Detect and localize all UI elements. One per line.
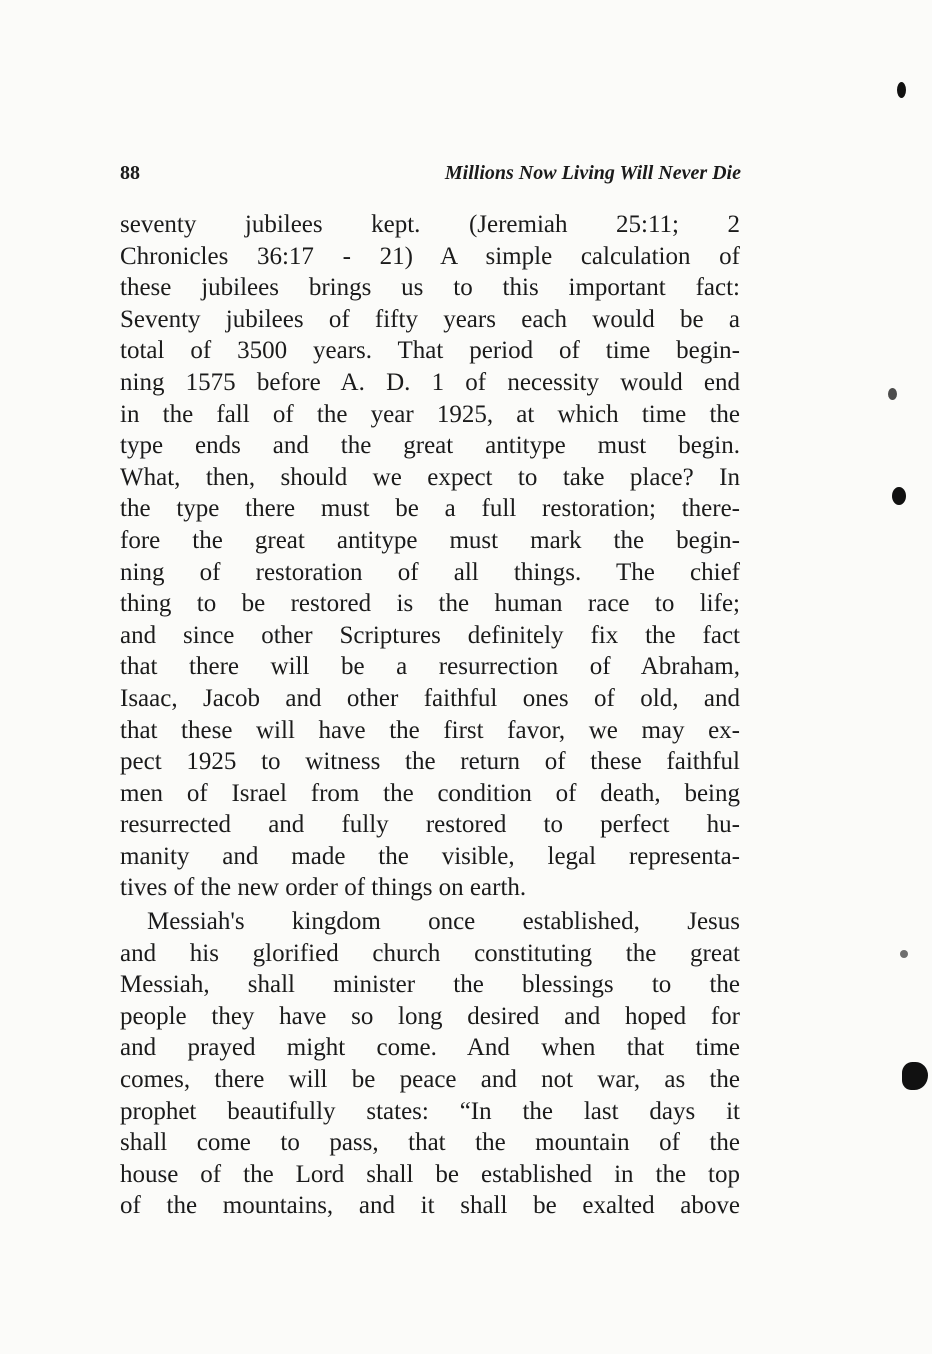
- text-line: manity and made the visible, legal representa-: [120, 842, 740, 870]
- text-line: Isaac, Jacob and other faithful ones of old, and: [120, 684, 740, 712]
- text-line: ning 1575 before A. D. 1 of necessity would end: [120, 368, 740, 396]
- running-head: [120, 160, 741, 186]
- text-line: seventy jubilees kept. (Jeremiah 25:11; 2: [120, 211, 740, 238]
- scan-speck: [888, 388, 897, 400]
- text-line: fore the great antitype must mark the begin-: [120, 526, 740, 554]
- page-number: 88: [120, 162, 140, 184]
- text-line: resurrected and fully restored to perfect hu-: [120, 811, 740, 839]
- text-line: of the mountains, and it shall be exalted above: [120, 1192, 740, 1220]
- text-line: people they have so long desired and hoped for: [120, 1002, 740, 1030]
- text-line: comes, there will be peace and not war, as the: [120, 1066, 740, 1094]
- text-line: house of the Lord shall be established in the top: [120, 1160, 740, 1188]
- text-line: What, then, should we expect to take place? In: [120, 463, 740, 491]
- text-line: and prayed might come. And when that time: [120, 1034, 740, 1062]
- text-line: total of 3500 years. That period of time begin-: [120, 337, 740, 365]
- text-line: prophet beautifully states: “In the last days it: [120, 1097, 740, 1125]
- text-line: these jubilees brings us to this important fact:: [120, 274, 740, 302]
- text-line: Chronicles 36:17 - 21) A simple calculation of: [120, 242, 740, 270]
- text-line: in the fall of the year 1925, at which time the: [120, 400, 740, 428]
- text-line: that there will be a resurrection of Abraham,: [120, 653, 740, 681]
- text-line: thing to be restored is the human race to life;: [120, 590, 740, 618]
- text-line: shall come to pass, that the mountain of the: [120, 1129, 740, 1157]
- body-text: [120, 209, 740, 1222]
- text-line: Messiah, shall minister the blessings to the: [120, 971, 740, 999]
- text-line: Messiah's kingdom once established, Jesus: [147, 908, 740, 936]
- book-title: Millions Now Living Will Never Die: [444, 162, 741, 184]
- paragraph-2: [120, 906, 740, 1222]
- text-line: Seventy jubilees of fifty years each would be a: [120, 305, 740, 333]
- text-line: and since other Scriptures definitely fix the fact: [120, 621, 740, 649]
- text-line: pect 1925 to witness the return of these faithful: [120, 748, 740, 776]
- text-line: type ends and the great antitype must begin.: [120, 432, 740, 460]
- text-line: the type there must be a full restoration; there-: [120, 495, 740, 523]
- text-line: tives of the new order of things on earth.: [120, 874, 527, 902]
- text-line: that these will have the first favor, we may ex-: [120, 716, 740, 744]
- scan-speck: [897, 82, 906, 98]
- scan-speck: [902, 1062, 928, 1090]
- scan-speck: [900, 950, 908, 958]
- paragraph-1: [120, 209, 740, 904]
- text-line: and his glorified church constituting the great: [120, 939, 740, 967]
- text-line: men of Israel from the condition of death, being: [120, 779, 740, 807]
- scan-speck: [892, 487, 906, 505]
- text-line: ning of restoration of all things. The chief: [120, 558, 740, 586]
